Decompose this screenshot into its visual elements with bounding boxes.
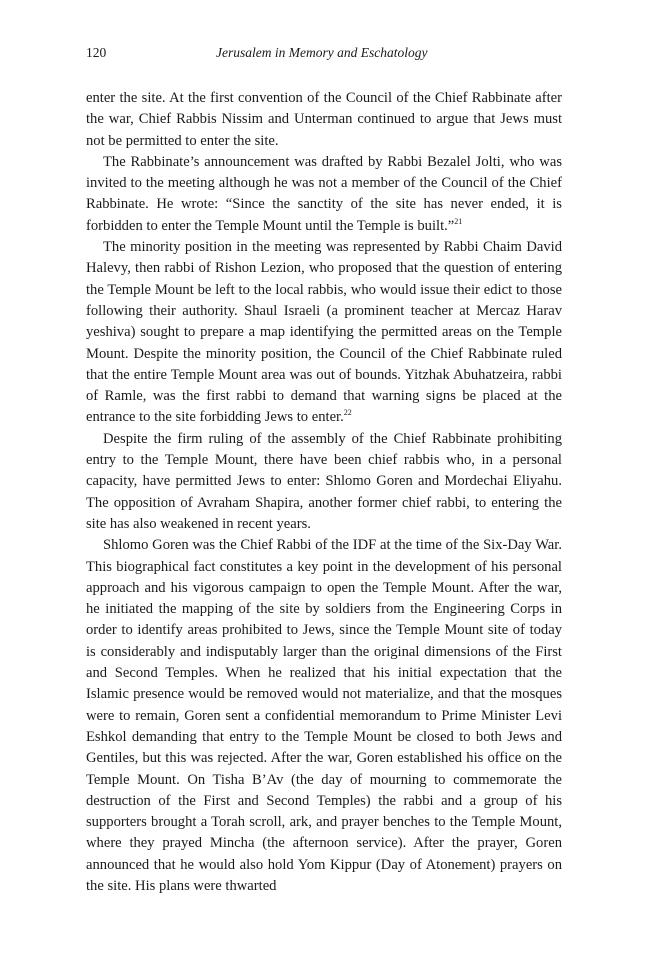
paragraph-text: Despite the firm ruling of the assembly of the Chief Rabbinate prohibiting entry to the Temple Mount, there have been chief rabbis who, in a personal capacity, have permitted Jews to enter: Shlomo Goren and Mordechai Eliyahu. The opposition of Avraham Shapira, another former chief rabbi, to entering the site has also weakened in recent years. — [86, 430, 562, 532]
footnote-marker[interactable]: 21 — [454, 216, 463, 226]
footnote-marker[interactable]: 22 — [343, 408, 352, 418]
paragraph — [86, 429, 562, 535]
page-number: 120 — [86, 45, 107, 60]
paragraph-continuation — [86, 88, 562, 152]
paragraph — [86, 152, 562, 237]
paragraph-text: enter the site. At the first convention of the Council of the Chief Rabbinate after the war, Chief Rabbis Nissim and Unterman continued to argue that Jews must not be permitted to enter the site. — [86, 90, 562, 149]
running-title: Jerusalem in Memory and Eschatology — [216, 45, 428, 60]
book-page — [86, 44, 562, 897]
paragraph-text: The minority position in the meeting was represented by Rabbi Chaim David Halevy, then rabbi of Rishon Lezion, who proposed that the question of entering the Temple Mount be left to the local rabbis, who would issue their edict to those following their authority. Shaul Israeli (a prominent teacher at Mercaz Harav yeshiva) sought to prepare a map identifying the permitted areas on the Temple Mount. Despite the minority position, the Council of the Chief Rabbinate ruled that the entire Temple Mount area was out of bounds. Yitzhak Abuhatzeira, rabbi of Ramle, was the first rabbi to demand that warning signs be placed at the entrance to the site forbidding Jews to enter. — [86, 239, 562, 426]
body-text — [86, 88, 562, 897]
paragraph — [86, 237, 562, 429]
paragraph-text: The Rabbinate’s announcement was drafted by Rabbi Bezalel Jolti, who was invited to the meeting although he was not a member of the Council of the Chief Rabbinate. He wrote: “Since the sanctity of the site has never ended, it is forbidden to enter the Temple Mount until the Temple is built.” — [86, 153, 562, 234]
running-header — [86, 44, 562, 62]
paragraph-text: Shlomo Goren was the Chief Rabbi of the IDF at the time of the Six-Day War. This biographical fact constitutes a key point in the development of his personal approach and his vigorous campaign to open the Temple Mount. After the war, he initiated the mapping of the site by soldiers from the Engineering Corps in order to identify areas prohibited to Jews, since the Temple Mount site of today is considerably and indisputably larger than the original dimensions of the First and Second Temples. When he realized that his initial expectation that the Islamic presence would be removed would not materialize, and that the mosques were to remain, Goren sent a confidential memorandum to Prime Minister Levi Eshkol demanding that entry to the Temple Mount be closed to both Jews and Gentiles, but this was rejected. After the war, Goren established his office on the Temple Mount. On Tisha B’Av (the day of mourning to commemorate the destruction of the First and Second Temples) the rabbi and a group of his supporters brought a Torah scroll, ark, and prayer benches to the Temple Mount, where they prayed Mincha (the afternoon service). After the prayer, Goren announced that he would also hold Yom Kippur (Day of Atonement) prayers on the site. His plans were thwarted — [86, 537, 562, 894]
paragraph — [86, 535, 562, 897]
